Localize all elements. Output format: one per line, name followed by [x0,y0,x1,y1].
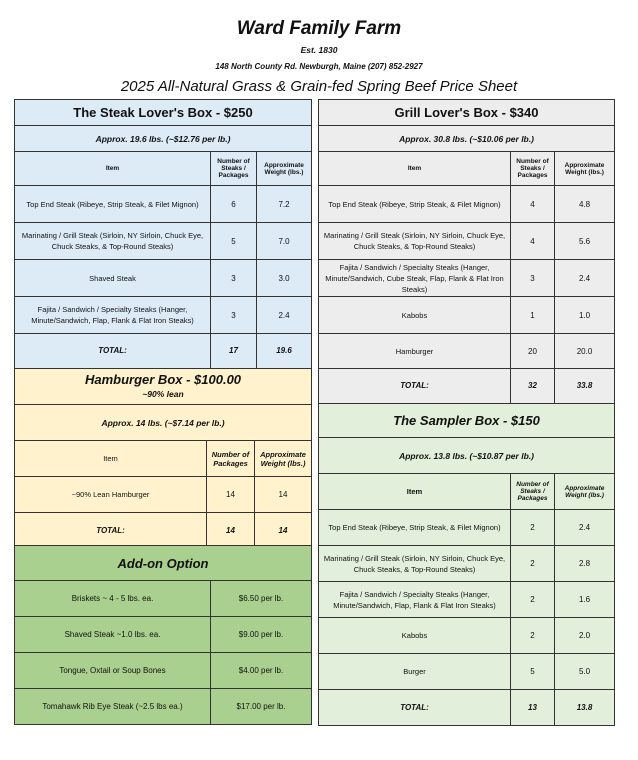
table-row-item: Top End Steak (Ribeye, Strip Steak, & Filet Mignon) [319,510,511,546]
table-row-item: Top End Steak (Ribeye, Strip Steak, & Filet Mignon) [319,186,511,223]
table-row-weight: 2.8 [555,546,615,582]
total-label: TOTAL: [319,690,511,726]
total-count: 14 [207,513,255,548]
table-row-item: Marinating / Grill Steak (Sirloin, NY Sirloin, Chuck Eye, Chuck Steaks, & Top-Round Steaks) [319,546,511,582]
table-row-weight: 2.4 [257,297,312,334]
table-row-item: Shaved Steak [15,260,211,297]
table-row-weight: 2.4 [555,510,615,546]
table-row-count: 2 [511,618,555,654]
table-row-weight: 20.0 [555,334,615,369]
total-label: TOTAL: [319,369,511,404]
total-weight: 14 [255,513,312,548]
established-year: Est. 1830 [300,45,338,55]
table-row-count: 5 [211,223,257,260]
table-row-count: 4 [511,186,555,223]
table-row-count: 3 [211,260,257,297]
table-row-weight: 2.0 [555,618,615,654]
table-row-item: Fajita / Sandwich / Specialty Steaks (Hanger, Minute/Sandwich, Flap, Flank & Flat Iron Steaks) [319,582,511,618]
table-row-count: 3 [511,260,555,297]
table-row-count: 2 [511,510,555,546]
table-row-item: Kabobs [319,618,511,654]
grill-box-title: Grill Lover's Box - $340 [319,100,615,126]
table-row-weight: 3.0 [257,260,312,297]
steak-box-approx: Approx. 19.6 lbs. (~$12.76 per lb.) [15,126,312,152]
addon-item: Tomahawk Rib Eye Steak (~2.5 lbs ea.) [15,689,211,725]
addon-price: $17.00 per lb. [211,689,312,725]
total-count: 13 [511,690,555,726]
steak-box-title: The Steak Lover's Box - $250 [15,100,312,126]
total-label: TOTAL: [15,334,211,369]
addon-item: Tongue, Oxtail or Soup Bones [15,653,211,689]
total-count: 32 [511,369,555,404]
table-row-count: 14 [207,477,255,513]
col-weight: Approximate Weight (lbs.) [257,152,312,186]
table-row-item: Marinating / Grill Steak (Sirloin, NY Sirloin, Chuck Eye, Chuck Steaks, & Top-Round Steaks) [319,223,511,260]
col-weight: Approximate Weight (lbs.) [555,474,615,510]
table-row-weight: 1.0 [555,297,615,334]
col-item: Item [319,152,511,186]
total-count: 17 [211,334,257,369]
hamburger-box-approx: Approx. 14 lbs. (~$7.14 per lb.) [15,405,312,441]
col-item: Item [15,152,211,186]
table-row-count: 5 [511,654,555,690]
hamburger-box-title: Hamburger Box - $100.00 [84,371,242,387]
grill-lovers-box [318,99,615,405]
col-weight: Approximate Weight (lbs.) [255,441,312,477]
table-row-count: 2 [511,582,555,618]
sampler-box-approx: Approx. 13.8 lbs. (~$10.87 per lb.) [319,438,615,474]
total-weight: 19.6 [257,334,312,369]
addon-item: Shaved Steak ~1.0 lbs. ea. [15,617,211,653]
col-item: Item [319,474,511,510]
table-row-count: 4 [511,223,555,260]
table-row-item: ~90% Lean Hamburger [15,477,207,513]
addon-title: Add-on Option [15,546,312,581]
hamburger-box [14,368,312,548]
grill-box-approx: Approx. 30.8 lbs. (~$10.06 per lb.) [319,126,615,152]
table-row-item: Top End Steak (Ribeye, Strip Steak, & Filet Mignon) [15,186,211,223]
col-packages: Number of Packages [207,441,255,477]
table-row-count: 2 [511,546,555,582]
table-row-item: Fajita / Sandwich / Specialty Steaks (Hanger, Minute/Sandwich, Flap, Flank & Flat Iron Steaks) [15,297,211,334]
addon-item: Briskets ~ 4 - 5 lbs. ea. [15,581,211,617]
table-row-item: Hamburger [319,334,511,369]
table-row-weight: 7.2 [257,186,312,223]
sampler-box [318,403,615,726]
farm-address: 148 North County Rd. Newburgh, Maine (207) 852-2927 [215,62,423,71]
addon-price: $6.50 per lb. [211,581,312,617]
col-steaks-packages: Number of Steaks / Packages [511,152,555,186]
col-item: Item [15,441,207,477]
table-row-count: 1 [511,297,555,334]
table-row-count: 3 [211,297,257,334]
addon-price: $4.00 per lb. [211,653,312,689]
table-row-weight: 14 [255,477,312,513]
addon-price: $9.00 per lb. [211,617,312,653]
col-steaks-packages: Number of Steaks / Packages [211,152,257,186]
sampler-box-title: The Sampler Box - $150 [319,404,615,438]
farm-name: Ward Family Farm [236,18,402,39]
table-row-weight: 5.6 [555,223,615,260]
total-weight: 13.8 [555,690,615,726]
table-row-weight: 2.4 [555,260,615,297]
table-row-item: Marinating / Grill Steak (Sirloin, NY Sirloin, Chuck Eye, Chuck Steaks, & Top-Round Steaks) [15,223,211,260]
table-row-count: 6 [211,186,257,223]
sheet-title: 2025 All-Natural Grass & Grain-fed Spring Beef Price Sheet [120,78,518,95]
table-row-item: Burger [319,654,511,690]
col-weight: Approximate Weight (lbs.) [555,152,615,186]
total-label: TOTAL: [15,513,207,548]
addon-options [14,545,312,725]
table-row-weight: 7.0 [257,223,312,260]
hamburger-box-subtitle: ~90% lean [142,388,184,399]
table-row-weight: 4.8 [555,186,615,223]
table-row-count: 20 [511,334,555,369]
table-row-item: Fajita / Sandwich / Specialty Steaks (Hanger, Minute/Sandwich, Cube Steak, Flap, Flank & Flat Iron Steaks) [319,260,511,297]
table-row-weight: 5.0 [555,654,615,690]
table-row-weight: 1.6 [555,582,615,618]
table-row-item: Kabobs [319,297,511,334]
steak-lovers-box [14,99,312,370]
col-steaks-packages: Number of Steaks / Packages [511,474,555,510]
total-weight: 33.8 [555,369,615,404]
